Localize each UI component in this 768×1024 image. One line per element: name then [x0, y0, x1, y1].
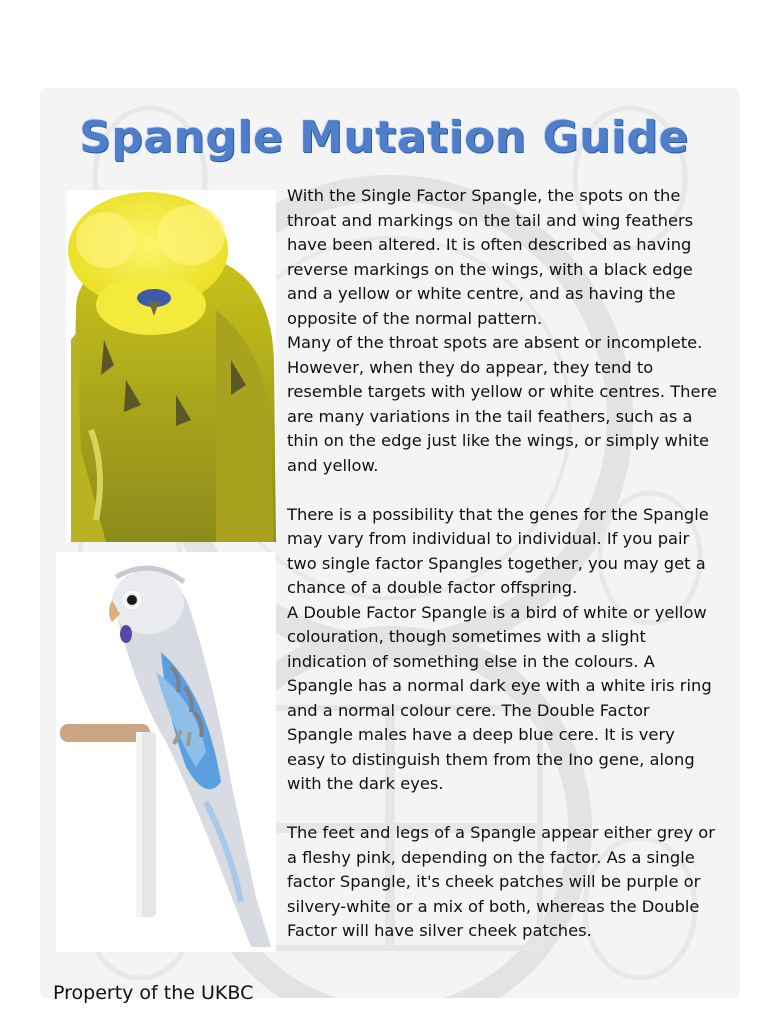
- paragraph-throat-spots: Many of the throat spots are absent or incomplete. However, when they do appear, they tend to resemble targets with yellow or white centres. There are many variations in the tail feathers, such as a thin on the edge just like the wings, or simply white and yellow.: [287, 333, 717, 475]
- paragraph-feet-legs: The feet and legs of a Spangle appear either grey or a fleshy pink, depending on the factor. As a single factor Spangle, it's cheek patches will be purple or silvery-white or a mix of both, whereas the Double Factor will have silver cheek patches.: [287, 823, 715, 940]
- article-body: [287, 184, 717, 944]
- blue-spangle-budgerigar-photo: [56, 552, 276, 952]
- yellow-spangle-budgerigar-photo: [66, 190, 276, 542]
- paragraph-genes: There is a possibility that the genes for the Spangle may vary from individual to individual. If you pair two single factor Spangles together, you may get a chance of a double factor offspring.: [287, 504, 709, 597]
- footer-ownership: Property of the UKBC: [53, 982, 254, 1004]
- page-title: Spangle Mutation Guide: [79, 112, 689, 163]
- paragraph-double-factor: A Double Factor Spangle is a bird of white or yellow colouration, though sometimes with a slight indication of something else in the colours. A Spangle has a normal dark eye with a white iris ring and a normal colour cere. The Double Factor Spangle males have a deep blue cere. It is very easy to distinguish them from the Ino gene, along with the dark eyes.: [287, 602, 712, 793]
- paragraph-single-factor: With the Single Factor Spangle, the spots on the throat and markings on the tail and wing feathers have been altered. It is often described as having reverse markings on the wings, with a black edge and a yellow or white centre, and as having the opposite of the normal pattern.: [287, 186, 694, 328]
